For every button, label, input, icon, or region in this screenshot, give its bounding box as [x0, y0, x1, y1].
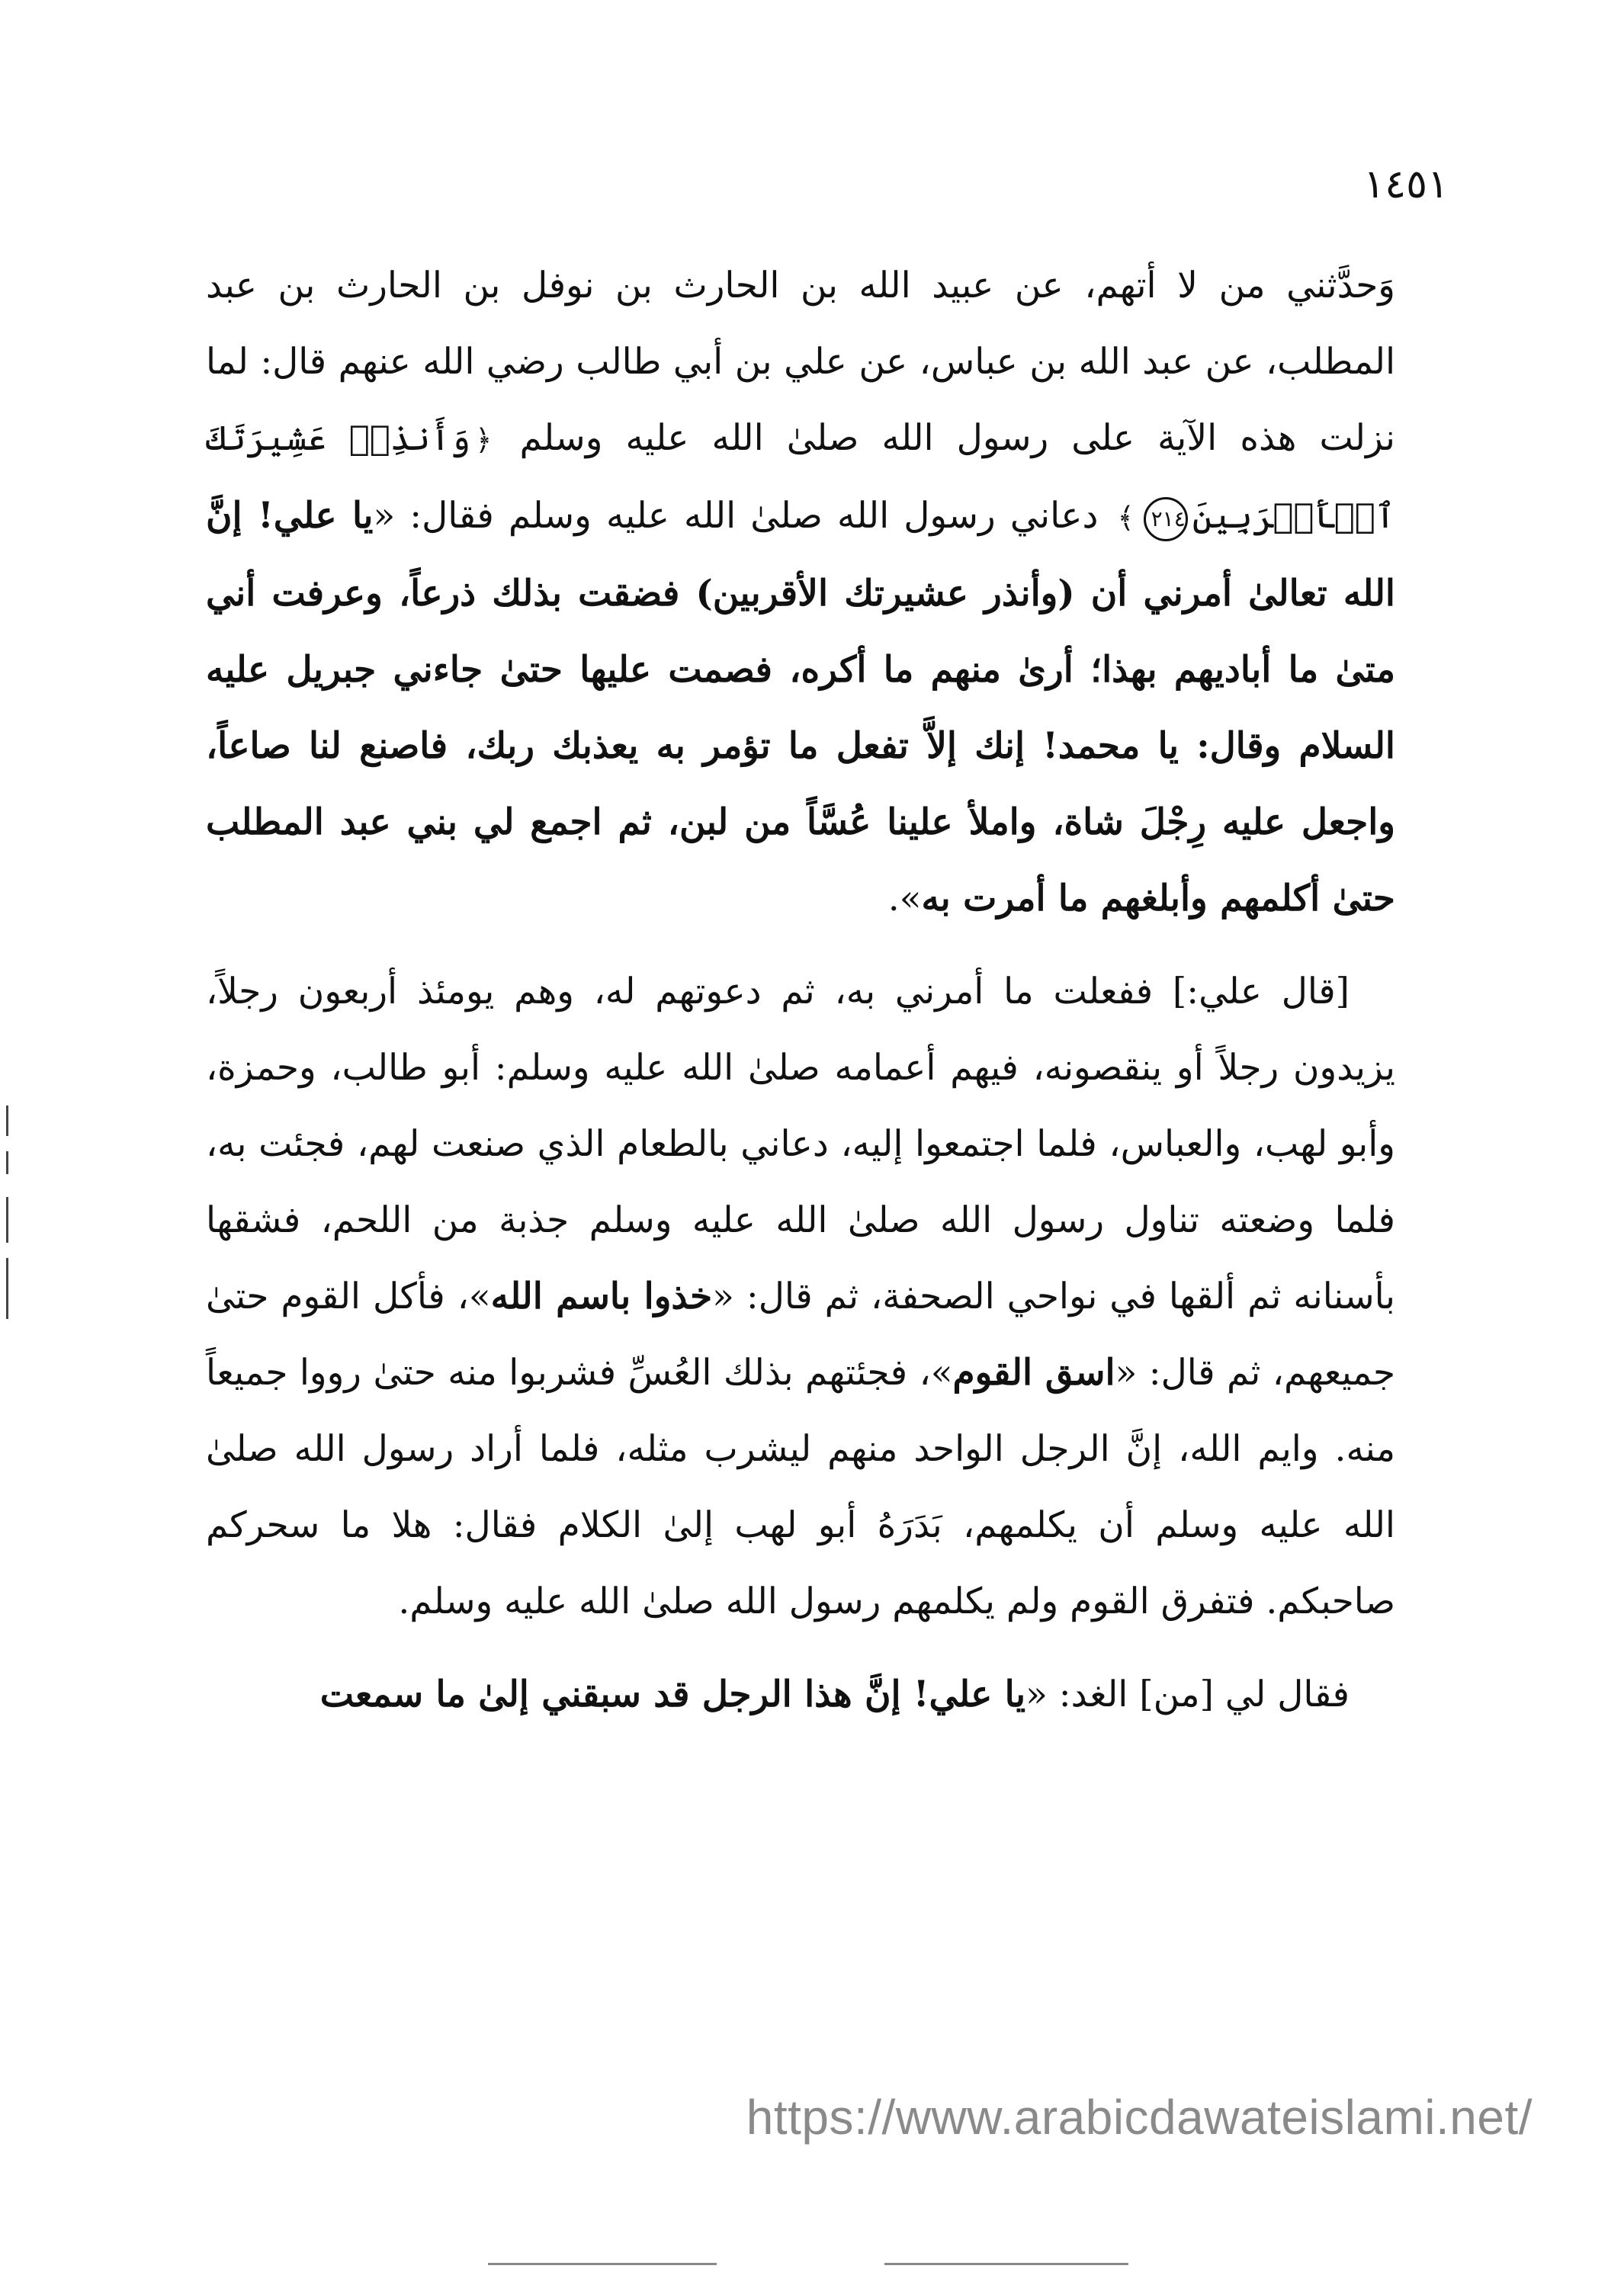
bottom-scan-rule	[884, 2263, 1128, 2265]
paragraph-2-middle: »، فأكل القوم حتىٰ جميعهم، ثم قال: «	[206, 1276, 1395, 1394]
verse-close-ornament: ﴾	[1117, 501, 1135, 534]
verse-text: وَأَنذِرۡ عَشِيرَتَكَ ٱلۡأَقۡرَبِينَ	[206, 418, 1395, 536]
paragraph-2-narration: [قال علي:] ففعلت ما أمرني به، ثم دعوتهم له، وهم يومئذ أربعون رجلاً، يزيدون رجلاً أو ينقصونه، فيهم أعمامه صلىٰ الله عليه وسلم: أبو طالب، وحمزة، وأبو لهب، والعباس، فلما اجتمعوا إليه، دعاني بالطعام الذي صنعت لهم، فجئت به، فلما وضعته تناول رسول الله صلىٰ الله عليه وسلم جذبة من اللحم، فشقها بأسنانه ثم ألقها في نواحي الصحفة، ثم قال: «	[206, 971, 1395, 1317]
margin-scan-marks	[6, 1106, 9, 1334]
paragraph-2	[206, 954, 1395, 1640]
prophet-speech-1: يا علي! إنَّ الله تعالىٰ أمرني أن (وأنذر عشيرتك الأقربين) فضقت بذلك ذرعاً، وعرفت أني متىٰ ما أباديهم بهذا؛ أرىٰ منهم ما أكره، فصمت عليها حتىٰ جاءني جبريل عليه السلام وقال: يا محمد! إنك إلاَّ تفعل ما تؤمر به يعذبك ربك، فاصنع لنا صاعاً، واجعل عليه رِجْلَ شاة، واملأ علينا عُسَّاً من لبن، ثم اجمع لي بني عبد المطلب حتىٰ أكلمهم وأبلغهم ما أمرت به	[206, 495, 1395, 919]
watermark-url: https://www.arabicdawateislami.net/	[746, 2090, 1533, 2145]
scan-mark	[6, 1151, 8, 1174]
paragraph-2-end: »، فجئتهم بذلك العُسِّ فشربوا منه حتىٰ رووا جميعاً منه. وايم الله، إنَّ الرجل الواحد منهم ليشرب مثله، فلما أراد رسول الله صلىٰ الله عليه وسلم أن يكلمهم، بَدَرَهُ أبو لهب إلىٰ الكلام فقال: هلا ما سحركم صاحبكم. فتفرق القوم ولم يكلمهم رسول الله صلىٰ الله عليه وسلم.	[206, 1352, 1395, 1622]
scan-mark	[6, 1197, 8, 1243]
prophet-speech-2: خذوا باسم الله	[490, 1276, 713, 1317]
scan-mark	[6, 1106, 8, 1136]
page-number: ١٤٥١	[1363, 162, 1449, 207]
bottom-scan-rule	[488, 2263, 717, 2265]
paragraph-1-intro: وَحدَّثني من لا أتهم، عن عبيد الله بن الحارث بن نوفل بن الحارث بن عبد المطلب، عن عبد الله بن عباس، عن علي بن أبي طالب رضي الله عنهم قال: لما نزلت هذه الآية على رسول الله صلىٰ الله عليه وسلم	[206, 265, 1395, 459]
paragraph-1-end: ».	[887, 878, 922, 919]
paragraph-1	[206, 248, 1395, 937]
paragraph-3	[206, 1657, 1395, 1733]
body-text	[206, 248, 1395, 1733]
verse-open-ornament: ﴿	[475, 423, 493, 457]
scan-mark	[6, 1258, 8, 1319]
prophet-speech-3: اسق القوم	[952, 1352, 1115, 1394]
verse-number-medallion: ٢١٤	[1144, 497, 1188, 541]
prophet-speech-4: يا علي! إنَّ هذا الرجل قد سبقني إلىٰ ما سمعت	[319, 1674, 1026, 1715]
paragraph-3-narration: فقال لي [من] الغد: «	[1025, 1674, 1350, 1715]
paragraph-1-narration: دعاني رسول الله صلىٰ الله عليه وسلم فقال: «	[373, 495, 1099, 537]
